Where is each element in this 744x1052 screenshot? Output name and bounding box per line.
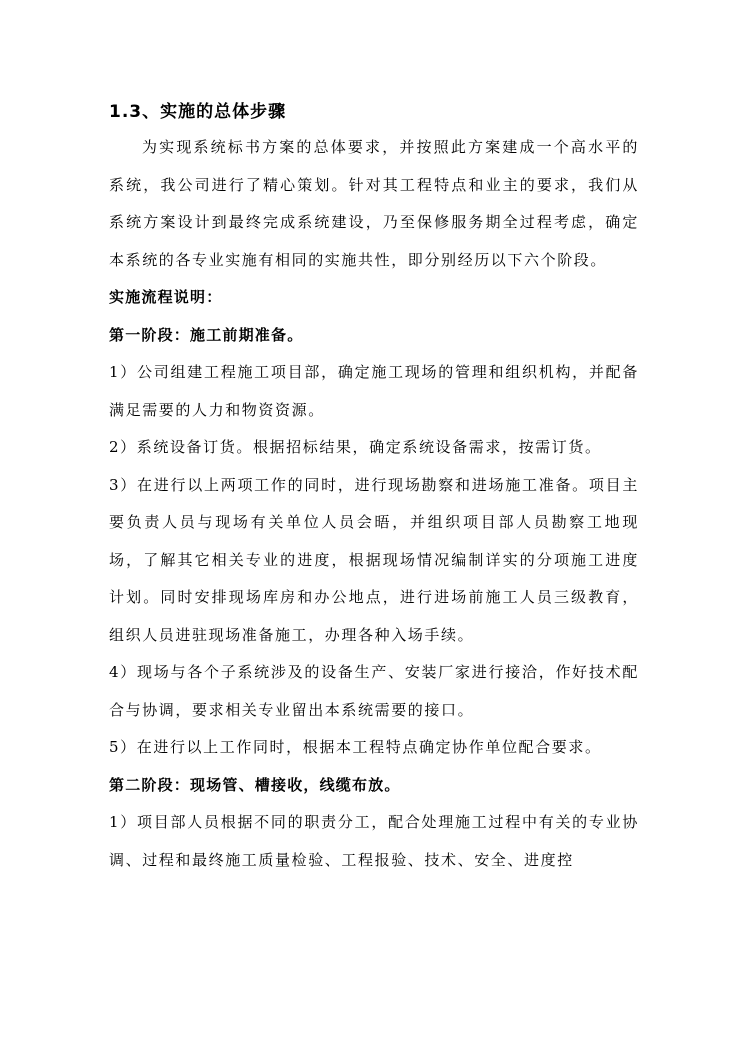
stage1-item-3: 3）在进行以上两项工作的同时，进行现场勘察和进场施工准备。项目主要负责人员与现场有关单位人员会晤，并组织项目部人员勘察工地现场，了解其它相关专业的进度，根据现场情况编制详实的分项施工进度计划。同时安排现场库房和办公地点，进行进场前施工人员三级教育，组织人员进驻现场准备施工，办理各种入场手续。 xyxy=(109,475,639,644)
flow-heading: 实施流程说明： xyxy=(109,288,223,306)
stage1-item-5: 5）在进行以上工作同时，根据本工程特点确定协作单位配合要求。 xyxy=(109,738,602,756)
section-title: 1.3、实施的总体步骤 xyxy=(109,102,287,122)
stage2-item-1: 1）项目部人员根据不同的职责分工，配合处理施工过程中有关的专业协调、过程和最终施工质量检验、工程报验、技术、安全、进度控 xyxy=(109,813,639,869)
stage1-item-2: 2）系统设备订货。根据招标结果，确定系统设备需求，按需订货。 xyxy=(109,438,602,456)
intro-paragraph: 为实现系统标书方案的总体要求，并按照此方案建成一个高水平的系统，我公司进行了精心策划。针对其工程特点和业主的要求，我们从系统方案设计到最终完成系统建设，乃至保修服务期全过程考虑，确定本系统的各专业实施有相同的实施共性，即分别经历以下六个阶段。 xyxy=(109,138,639,269)
stage1-item-4: 4）现场与各个子系统涉及的设备生产、安装厂家进行接洽，作好技术配合与协调，要求相关专业留出本系统需要的接口。 xyxy=(109,663,639,719)
stage1-title: 第一阶段：施工前期准备。 xyxy=(109,325,304,344)
stage1-item-1: 1）公司组建工程施工项目部，确定施工现场的管理和组织机构，并配备满足需要的人力和物资资源。 xyxy=(109,363,639,419)
stage2-title: 第二阶段：现场管、槽接收，线缆布放。 xyxy=(109,775,401,794)
document-body xyxy=(109,129,639,879)
